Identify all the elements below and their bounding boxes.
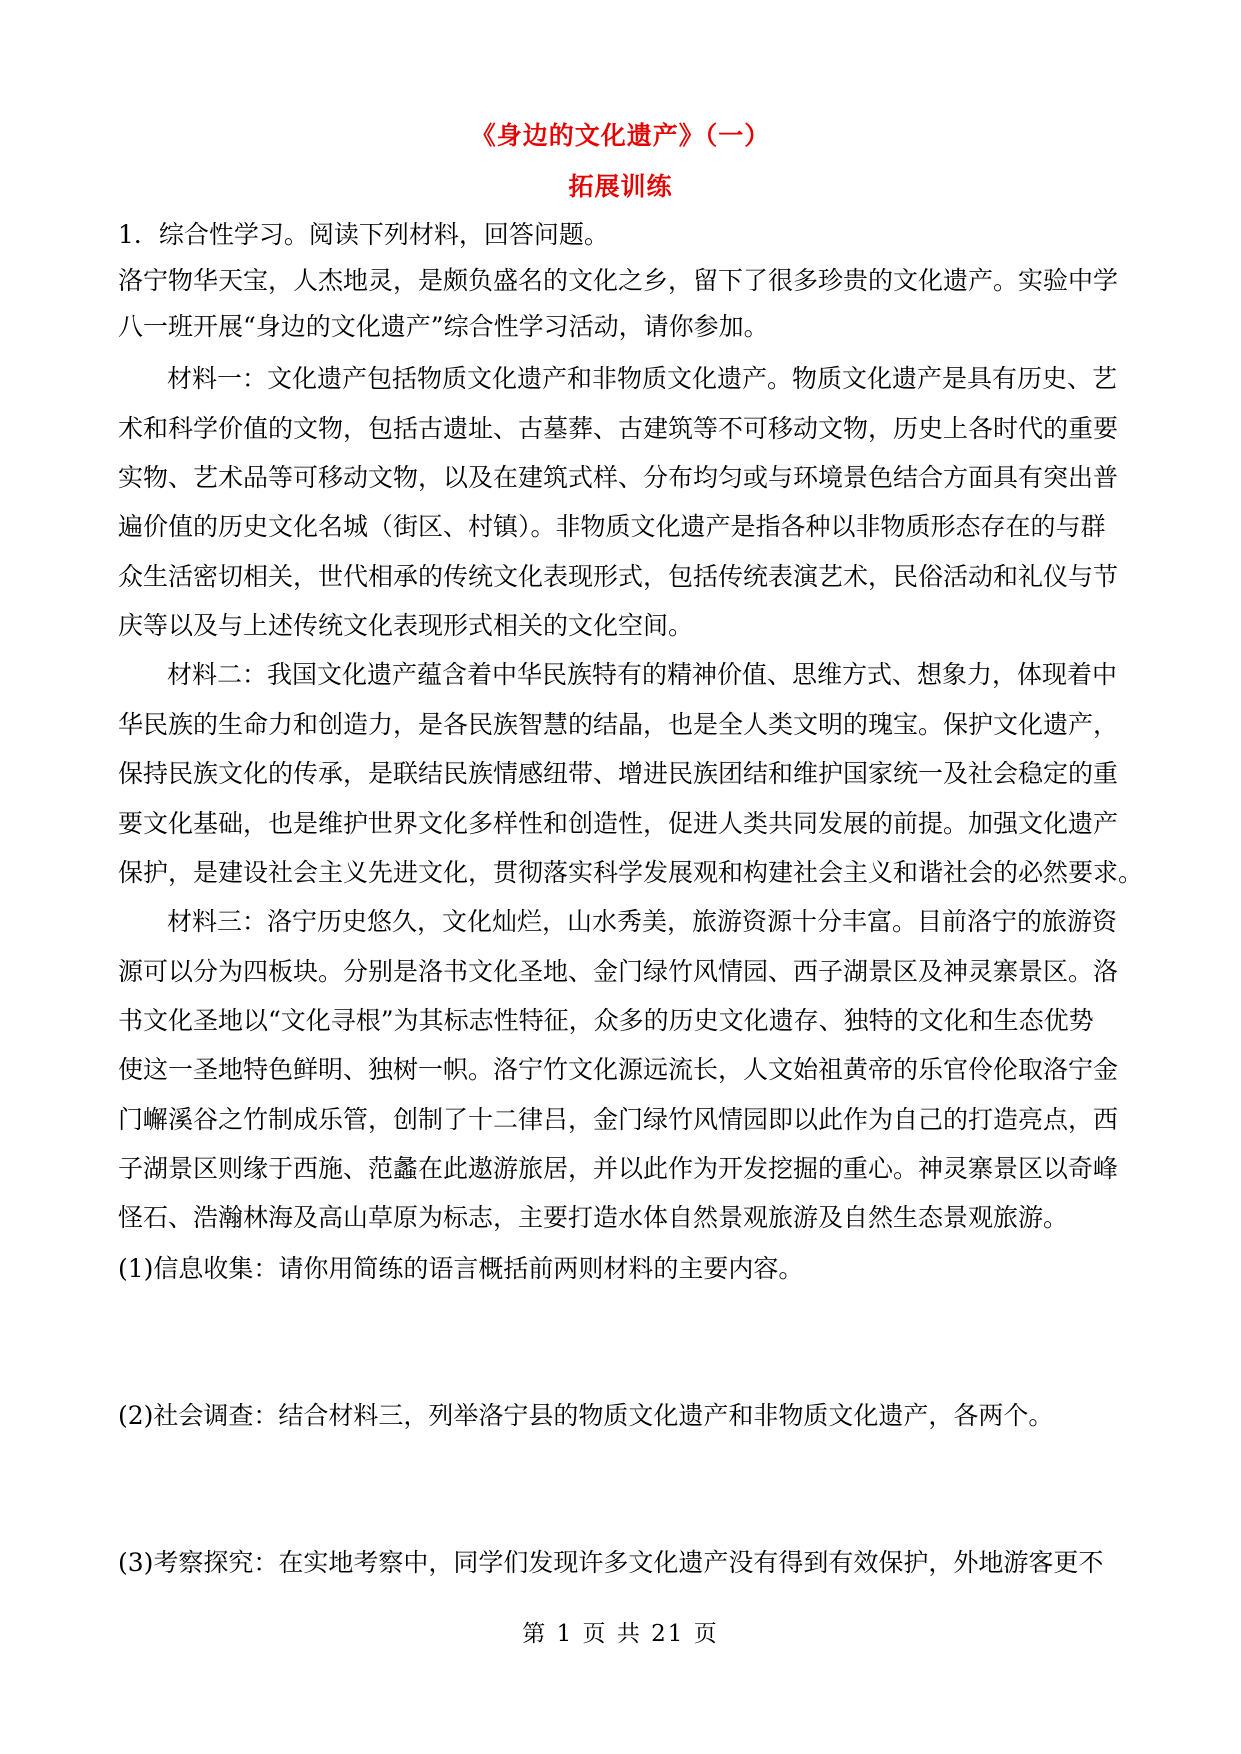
material1-line: 众生活密切相关，世代相承的传统文化表现形式，包括传统表演艺术，民俗活动和礼仪与节 (118, 562, 1119, 591)
material2-line: 保护，是建设社会主义先进文化，贯彻落实科学发展观和构建社会主义和谐社会的必然要求。 (118, 858, 1144, 887)
subquestion-3: (3)考察探究：在实地考察中，同学们发现许多文化遗产没有得到有效保护，外地游客更不 (118, 1548, 1104, 1577)
material3-line: 怪石、浩瀚林海及高山草原为标志，主要打造水体自然景观旅游及自然生态景观旅游。 (118, 1203, 1069, 1232)
material1-line: 材料一：文化遗产包括物质文化遗产和非物质文化遗产。物质文化遗产是具有历史、艺 (167, 364, 1118, 393)
subquestion-2: (2)社会调查：结合材料三，列举洛宁县的物质文化遗产和非物质文化遗产，各两个。 (118, 1401, 1054, 1430)
intro-line: 洛宁物华天宝，人杰地灵，是颇负盛名的文化之乡，留下了很多珍贵的文化遗产。实验中学 (118, 266, 1119, 295)
question-stem: 1．综合性学习。阅读下列材料，回答问题。 (118, 220, 609, 249)
material3-line: 材料三：洛宁历史悠久，文化灿烂，山水秀美，旅游资源十分丰富。目前洛宁的旅游资 (167, 907, 1118, 936)
material3-line: 使这一圣地特色鲜明、独树一帜。洛宁竹文化源远流长，人文始祖黄帝的乐官伶伦取洛宁金 (118, 1055, 1119, 1084)
document-subtitle: 拓展训练 (568, 172, 673, 201)
document-title: 《身边的文化遗产》（一） (470, 121, 771, 150)
material2-line: 要文化基础，也是维护世界文化多样性和创造性，促进人类共同发展的前提。加强文化遗产 (118, 809, 1119, 838)
subquestion-1: (1)信息收集：请你用简练的语言概括前两则材料的主要内容。 (118, 1254, 804, 1283)
material1-line: 遍价值的历史文化名城（街区、村镇）。非物质文化遗产是指各种以非物质形态存在的与群 (118, 512, 1106, 541)
material3-line: 源可以分为四板块。分别是洛书文化圣地、金门绿竹风情园、西子湖景区及神灵寨景区。洛 (118, 957, 1119, 986)
material3-line: 书文化圣地以“文化寻根”为其标志性特征，众多的历史文化遗存、独特的文化和生态优势 (118, 1006, 1094, 1035)
material1-line: 实物、艺术品等可移动文物，以及在建筑式样、分布均匀或与环境景色结合方面具有突出普 (118, 463, 1119, 492)
material3-line: 门嶰溪谷之竹制成乐管，创制了十二律吕，金门绿竹风情园即以此作为自己的打造亮点，西 (118, 1105, 1119, 1134)
page-number: 第 1 页 共 21 页 (522, 1621, 719, 1647)
material2-line: 华民族的生命力和创造力，是各民族智慧的结晶，也是全人类文明的瑰宝。保护文化遗产， (118, 710, 1119, 739)
material1-line: 庆等以及与上述传统文化表现形式相关的文化空间。 (118, 611, 694, 640)
material3-line: 子湖景区则缘于西施、范蠡在此遨游旅居，并以此作为开发挖掘的重心。神灵寨景区以奇峰 (118, 1154, 1119, 1183)
material2-line: 材料二：我国文化遗产蕴含着中华民族特有的精神价值、思维方式、想象力，体现着中 (167, 660, 1118, 689)
material1-line: 术和科学价值的文物，包括古遗址、古墓葬、古建筑等不可移动文物，历史上各时代的重要 (118, 414, 1119, 443)
intro-line: 八一班开展“身边的文化遗产”综合性学习活动，请你参加。 (118, 312, 769, 341)
material2-line: 保持民族文化的传承，是联结民族情感纽带、增进民族团结和维护国家统一及社会稳定的重 (118, 759, 1119, 788)
